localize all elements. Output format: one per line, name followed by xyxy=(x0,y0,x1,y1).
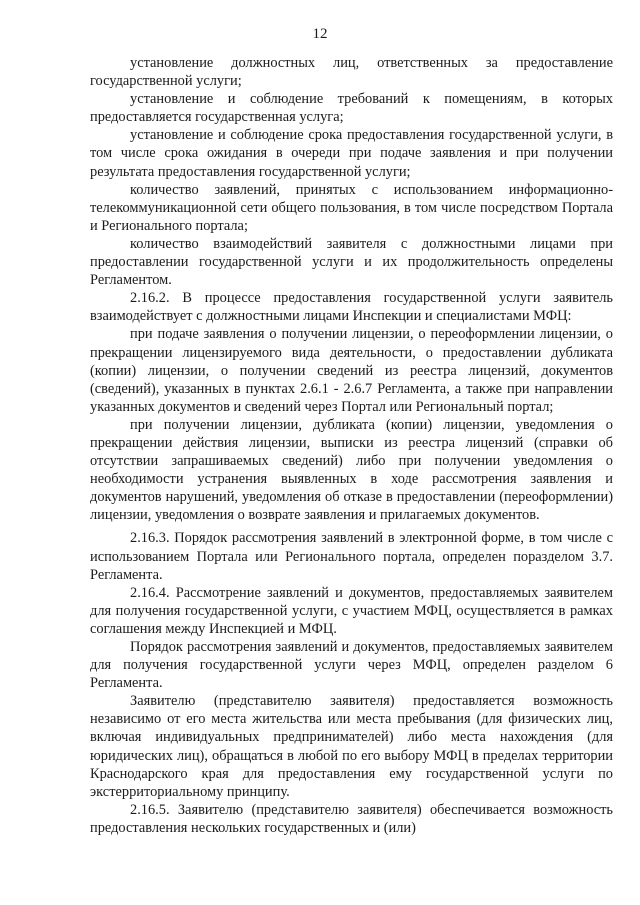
paragraph: количество взаимодействий заявителя с должностными лицами при предоставлении государственной услуги и их продолжительность определены Регламентом. xyxy=(90,235,613,289)
paragraph: Заявителю (представителю заявителя) предоставляется возможность независимо от его места жительства или места пребывания (для физических лиц, включая индивидуальных предпринимателей) либо места нахождения (для юридических лиц), обращаться в любой по его выбору МФЦ в пределах территории Краснодарского края для предоставления ему государственной услуги по экстерриториальному принципу. xyxy=(90,693,613,800)
paragraph: установление должностных лиц, ответственных за предоставление государственной услуги; xyxy=(90,55,613,90)
paragraph: установление и соблюдение требований к помещениям, в которых предоставляется государственная услуга; xyxy=(90,91,613,126)
paragraph: 2.16.3. Порядок рассмотрения заявлений в электронной форме, в том числе с использованием Портала или Регионального портала, определен порaзделом 3.7. Регламента. xyxy=(90,530,613,583)
paragraph: Порядок рассмотрения заявлений и документов, предоставляемых заявителем для получения государственной услуги через МФЦ, определен разделом 6 Регламента. xyxy=(90,639,613,692)
paragraph: 2.16.4. Рассмотрение заявлений и документов, предоставляемых заявителем для получения государственной услуги, с участием МФЦ, осуществляется в рамках соглашения между Инспекцией и МФЦ. xyxy=(90,584,613,637)
paragraph: установление и соблюдение срока предоставления государственной услуги, в том числе срока ожидания в очереди при подаче заявления и при получении результата предоставления государственной услуги; xyxy=(90,127,613,180)
paragraph: при получении лицензии, дубликата (копии) лицензии, уведомления о прекращении действия лицензии, выписки из реестра лицензий (справки об отсутствии запрашиваемых сведений) либо при получении уведомления о необходимости устранения выявленных в ходе рассмотрения заявления и документов нарушений, уведомления об отказе в предоставлении (переоформлении) лицензии, уведомления о возврате заявления и прилагаемых документов. xyxy=(90,416,613,524)
paragraph: количество заявлений, принятых с использованием информационно-телекоммуникационной сети общего пользования, в том числе посредством Портала и Регионального портала; xyxy=(90,181,613,234)
paragraph: 2.16.2. В процессе предоставления государственной услуги заявитель взаимодействует с должностными лицами Инспекции и специалистами МФЦ: xyxy=(90,290,613,325)
paragraph: при подаче заявления о получении лицензии, о переоформлении лицензии, о прекращении лицензируемого вида деятельности, о предоставлении дубликата (копии) лицензии, о получении сведений из реестра лицензий, документов (сведений), указанных в пунктах 2.6.1 - 2.6.7 Регламента, а также при направлении указанных документов и сведений через Портал или Региональный портал; xyxy=(90,326,613,415)
paragraph: 2.16.5. Заявителю (представителю заявителя) обеспечивается возможность предоставления нескольких государственных и (или) xyxy=(90,801,613,836)
page-number: 12 xyxy=(312,26,328,42)
body-text xyxy=(90,54,613,837)
